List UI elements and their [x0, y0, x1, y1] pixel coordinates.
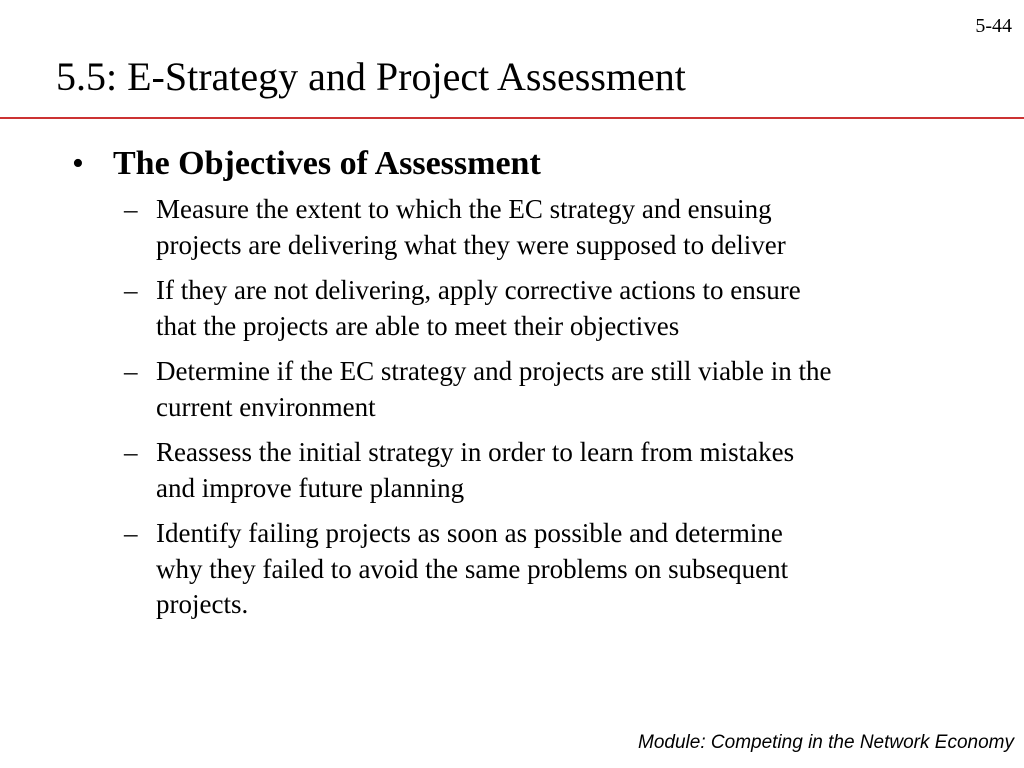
- dash-bullet-icon: –: [124, 275, 138, 305]
- footer-module-label: Module: Competing in the Network Economy: [638, 732, 1014, 753]
- objective-text-line: If they are not delivering, apply corrective actions to ensure: [156, 275, 801, 305]
- objective-text-line: Reassess the initial strategy in order to learn from mistakes: [156, 437, 795, 467]
- objective-text-line: Measure the extent to which the EC strategy and ensuing: [156, 194, 772, 224]
- objective-text-line: why they failed to avoid the same problems on subsequent: [156, 553, 789, 584]
- dash-bullet-icon: –: [124, 356, 138, 386]
- objective-item: [0, 435, 1024, 506]
- objective-text-line: current environment: [156, 391, 376, 422]
- dash-bullet-icon: –: [124, 194, 138, 224]
- objective-text-line: projects are delivering what they were supposed to deliver: [156, 229, 786, 260]
- dash-bullet-icon: –: [124, 518, 138, 548]
- section-heading-text: The Objectives of Assessment: [113, 145, 541, 182]
- objective-item: [0, 354, 1024, 425]
- objective-text-line: Identify failing projects as soon as possible and determine: [156, 518, 783, 548]
- dash-bullet-icon: –: [124, 437, 138, 467]
- objectives-list: [0, 192, 1024, 623]
- objective-text-line: projects.: [156, 589, 249, 619]
- bullet-list: [0, 140, 1024, 633]
- page-number: 5-44: [975, 15, 1012, 37]
- objective-text-line: and improve future planning: [156, 472, 465, 503]
- objective-item: [0, 516, 1024, 623]
- objective-item: [0, 273, 1024, 344]
- section-heading: [0, 140, 1024, 188]
- slide-title: 5.5: E-Strategy and Project Assessment: [56, 54, 686, 99]
- objective-text-line: Determine if the EC strategy and projects are still viable in the: [156, 356, 832, 386]
- title-divider: [0, 117, 1024, 119]
- objective-text-line: that the projects are able to meet their objectives: [156, 310, 680, 341]
- bullet-icon: •: [72, 145, 84, 182]
- objective-item: [0, 192, 1024, 263]
